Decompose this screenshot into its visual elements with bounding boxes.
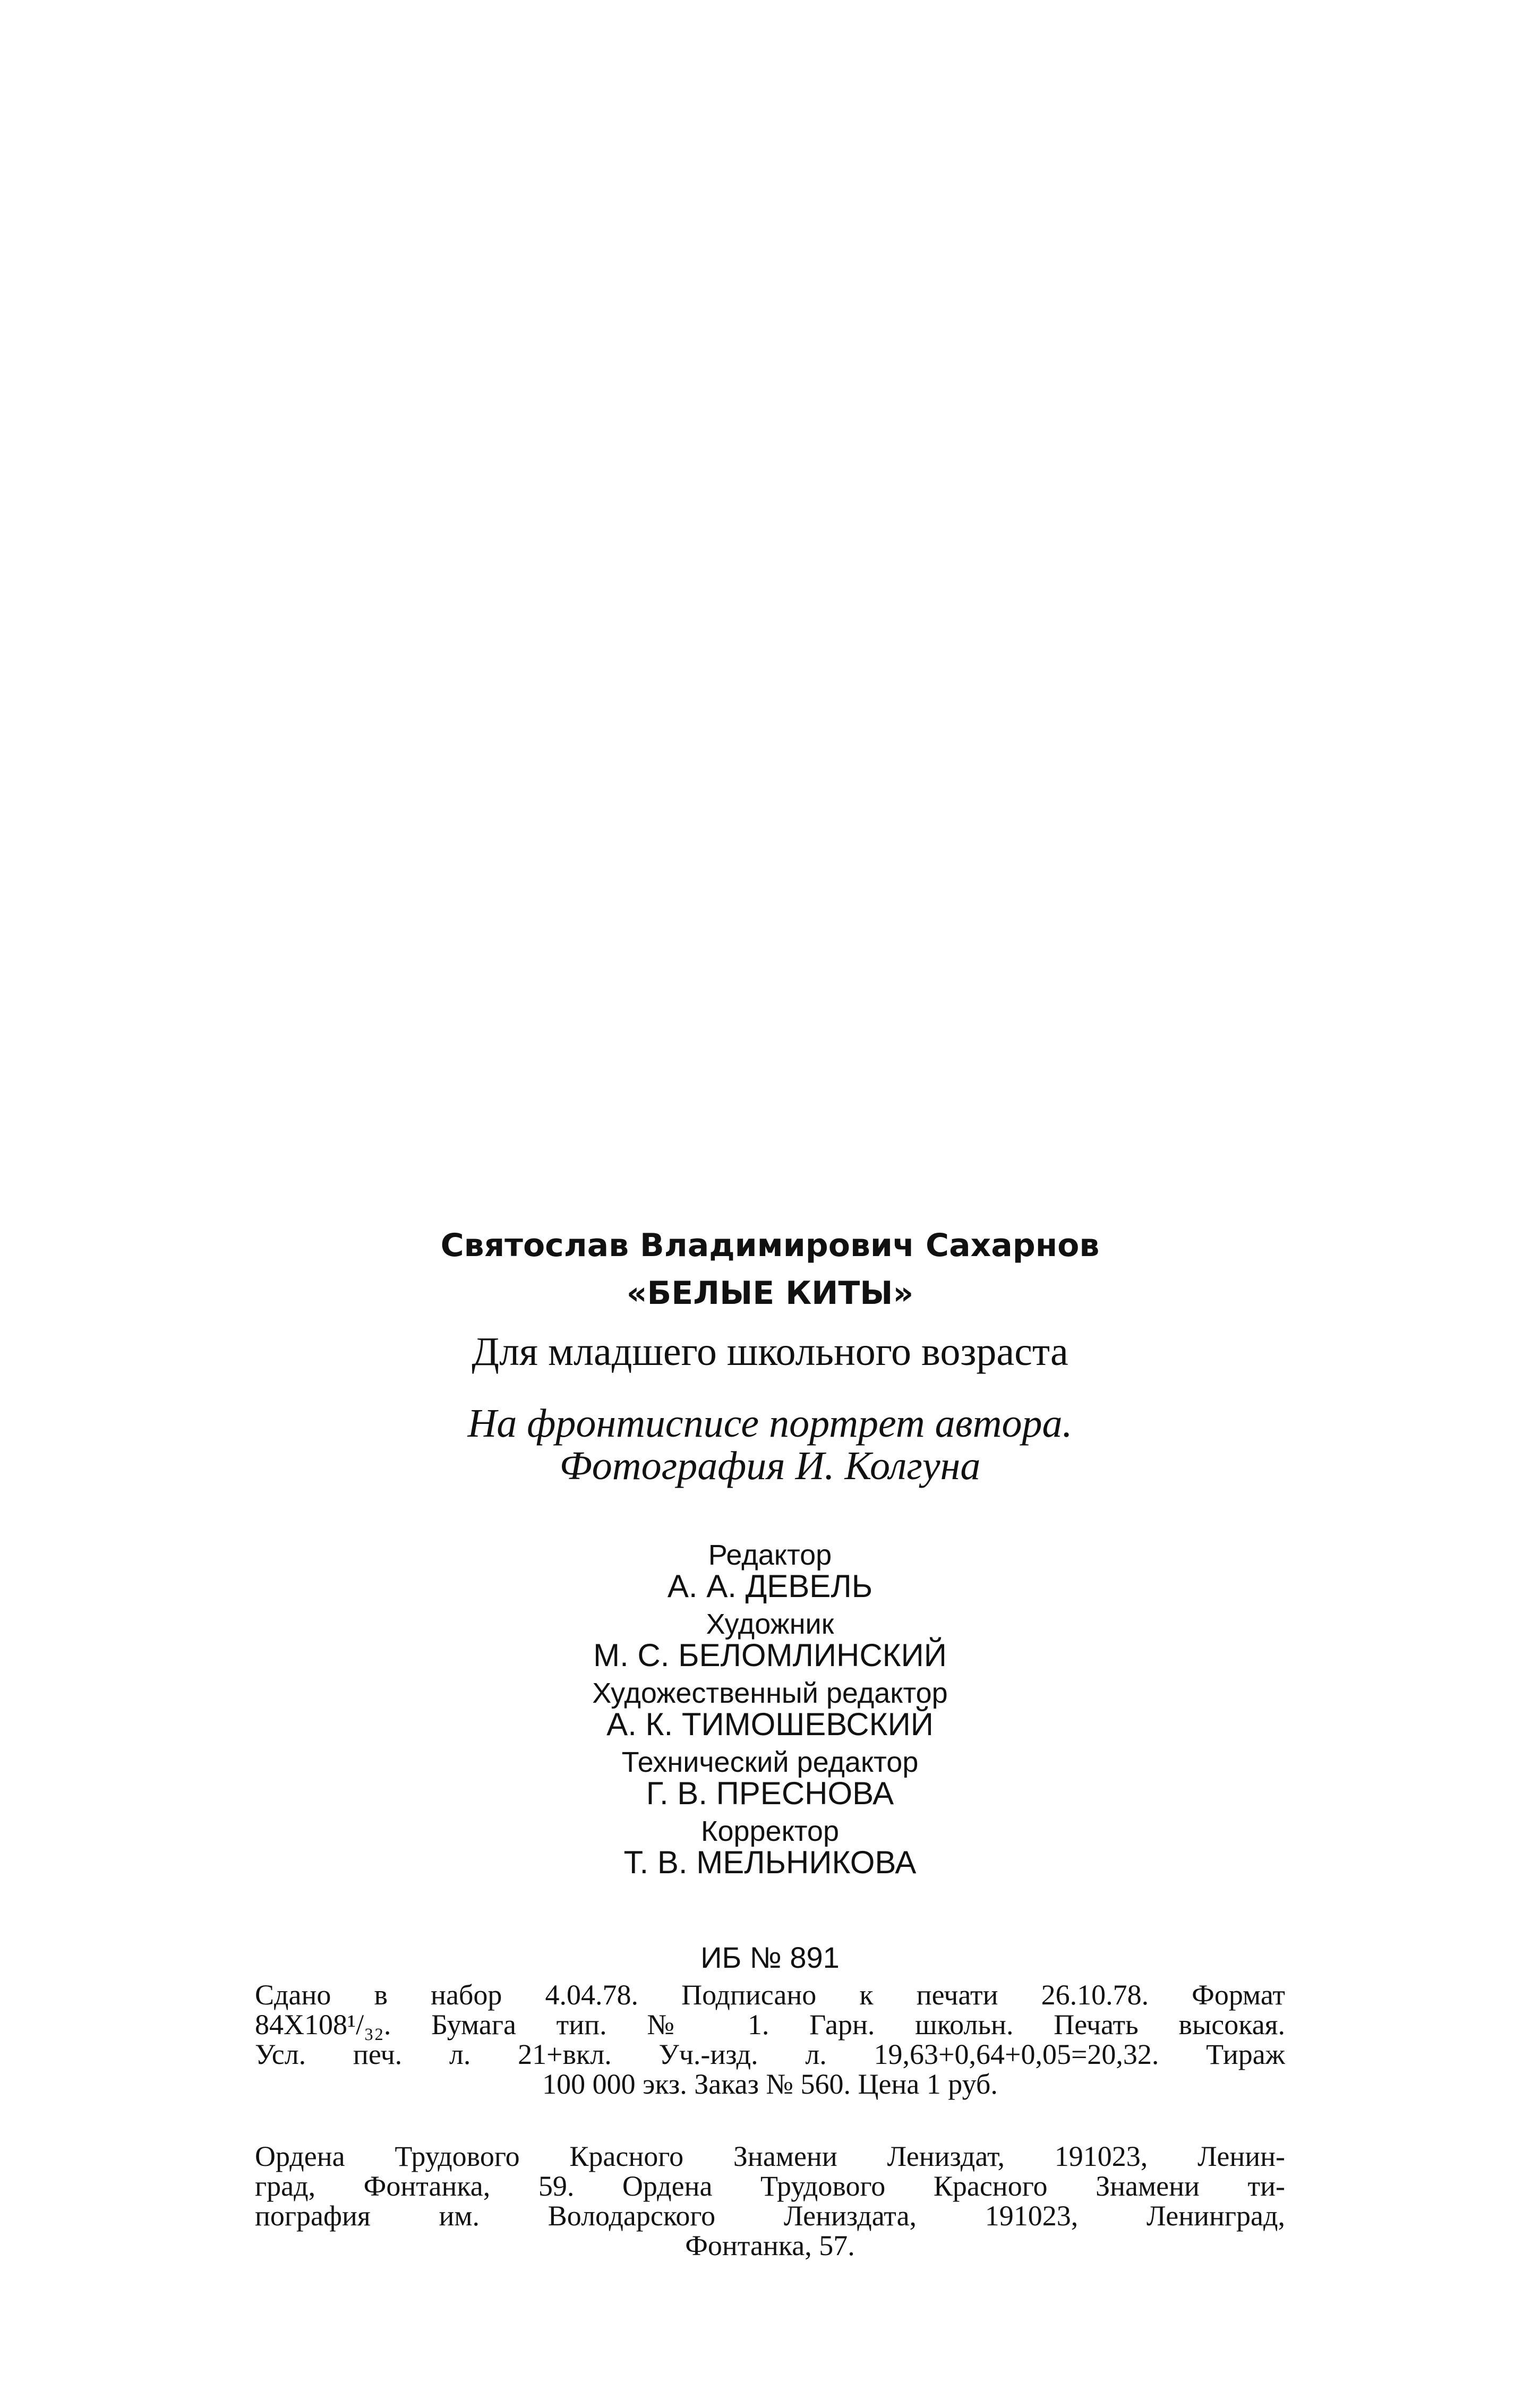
publisher-info	[255, 2141, 1285, 2260]
credit-role-illustrator: Художник	[706, 1608, 834, 1640]
frontispiece-line: На фронтисписе портрет автора.	[467, 1401, 1073, 1446]
print-data-line: 100 000 экз. Заказ № 560. Цена 1 руб.	[542, 2068, 998, 2100]
frontispiece-note	[255, 1402, 1285, 1487]
credit-name-art-editor: А. К. ТИМОШЕВСКИЙ	[606, 1706, 934, 1742]
print-data-line: Сдано в набор 4.04.78. Подписано к печати 26.10.78. Формат	[255, 1979, 1285, 2011]
credit-role-art-editor: Художественный редактор	[592, 1677, 948, 1709]
publisher-line: Фонтанка, 57.	[685, 2230, 855, 2261]
publisher-line: пография им. Володарского Лениздата, 191023, Ленинград,	[255, 2200, 1285, 2232]
credit-role-editor: Редактор	[708, 1539, 832, 1571]
print-data-line: Усл. печ. л. 21+вкл. Уч.-изд. л. 19,63+0,64+0,05=20,32. Тираж	[255, 2038, 1285, 2070]
publisher-line: Ордена Трудового Красного Знамени Лениздат, 191023, Ленин-	[255, 2140, 1285, 2172]
credit-name-technical-editor: Г. В. ПРЕСНОВА	[646, 1776, 894, 1811]
book-title: «БЕЛЫЕ КИТЫ»	[626, 1275, 914, 1312]
ib-number: ИБ № 891	[700, 1941, 840, 1974]
publisher-line: град, Фонтанка, 59. Ордена Трудового Красного Знамени ти-	[255, 2170, 1285, 2202]
credits-list	[255, 1540, 1285, 1879]
frontispiece-line: Фотография И. Колгуна	[559, 1444, 981, 1488]
audience-note: Для младшего школьного возраста	[472, 1329, 1068, 1374]
credit-role-proofreader: Корректор	[700, 1815, 839, 1847]
print-data	[255, 1980, 1285, 2099]
credit-name-illustrator: М. С. БЕЛОМЛИНСКИЙ	[593, 1637, 947, 1673]
credit-name-proofreader: Т. В. МЕЛЬНИКОВА	[623, 1845, 917, 1880]
credit-name-editor: А. А. ДЕВЕЛЬ	[667, 1568, 873, 1604]
print-data-line: 84X108¹/₃₂. Бумага тип. № 1. Гарн. школьн. Печать высокая.	[255, 2009, 1285, 2041]
imprint-block	[255, 1222, 1285, 2260]
author-name: Святослав Владимирович Сахарнов	[440, 1227, 1100, 1264]
credit-role-technical-editor: Технический редактор	[621, 1746, 919, 1778]
